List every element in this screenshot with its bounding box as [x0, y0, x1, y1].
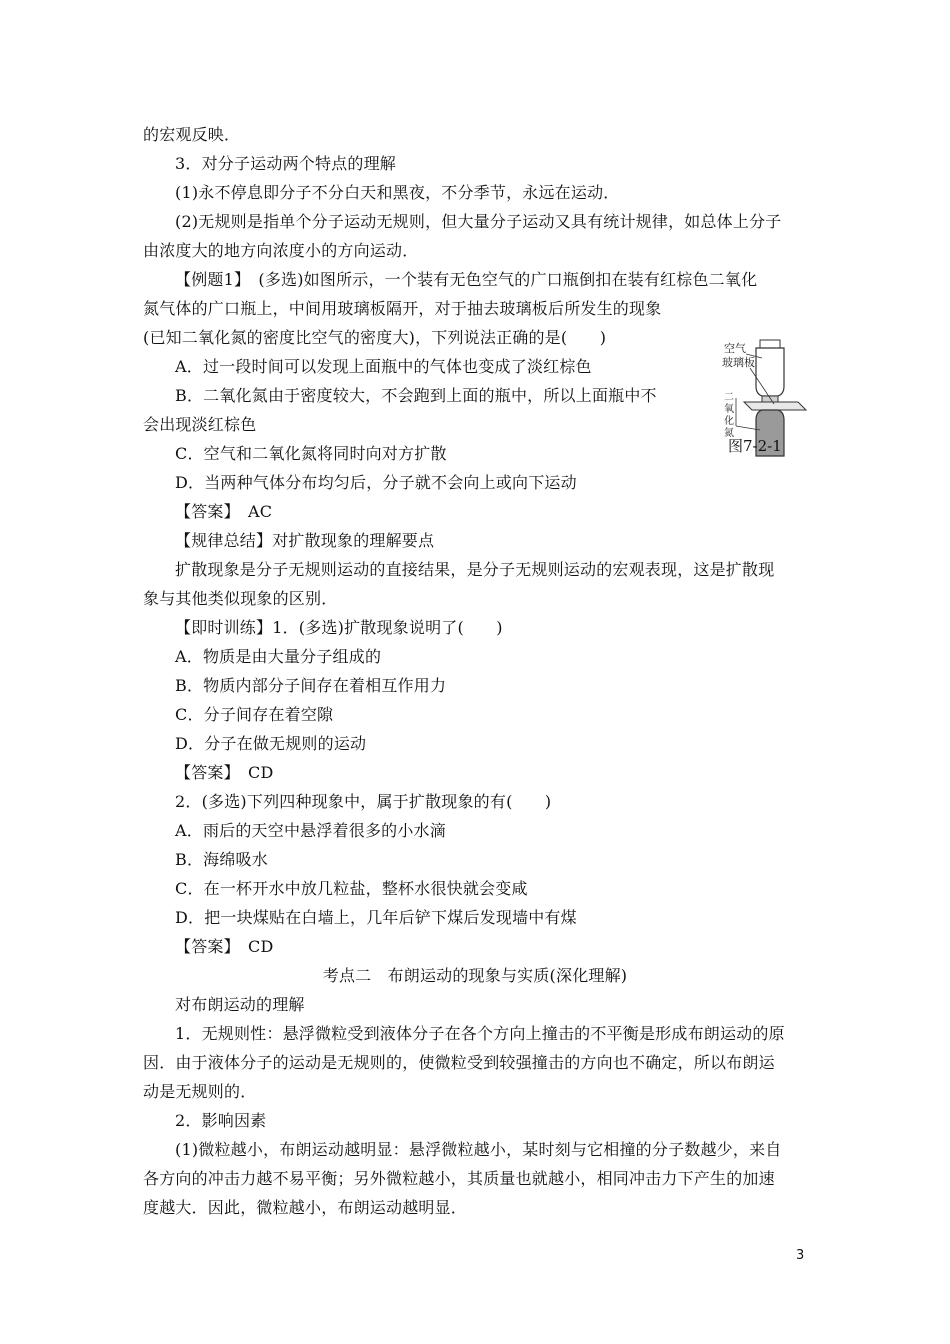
- text-line: 象与其他类似现象的区别．: [143, 589, 338, 608]
- text-line: (1)永不停息即分子不分白天和黑夜，不分季节，永远在运动．: [175, 183, 620, 202]
- text-line: (已知二氧化氮的密度比空气的密度大)，下列说法正确的是( ): [143, 328, 607, 347]
- option-a: A．物质是由大量分子组成的: [175, 647, 382, 666]
- question-line: 2．(多选)下列四种现象中，属于扩散现象的有( ): [175, 792, 552, 811]
- option-c: C．空气和二氧化氮将同时向对方扩散: [175, 444, 447, 463]
- option-b: B．物质内部分子间存在着相互作用力: [175, 676, 447, 695]
- lower-bottle-mouth: [762, 396, 778, 402]
- option-b: B．海绵吸水: [175, 850, 268, 869]
- upper-bottle: [756, 348, 784, 396]
- option-d: D．当两种气体分布均匀后，分子就不会向上或向下运动: [175, 473, 577, 492]
- label-air: 空气: [724, 342, 746, 355]
- text-line: 因．由于液体分子的运动是无规则的，使微粒受到较强撞击的方向也不确定，所以布朗运: [143, 1053, 775, 1072]
- text-line: 动是无规则的．: [143, 1082, 257, 1101]
- label-glass: 玻璃板: [722, 356, 755, 369]
- option-c: C．在一杯开水中放几粒盐，整杯水很快就会变咸: [175, 879, 528, 898]
- glass-plate: [744, 402, 806, 410]
- text-line: 1．无规则性：悬浮微粒受到液体分子在各个方向上撞击的不平衡是形成布朗运动的原: [175, 1024, 785, 1043]
- option-d: D．把一块煤贴在白墙上，几年后铲下煤后发现墙中有煤: [175, 908, 577, 927]
- text-line: 扩散现象是分子无规则运动的直接结果，是分子无规则运动的宏观表现，这是扩散现: [175, 560, 775, 579]
- option-b: B．二氧化氮由于密度较大，不会跑到上面的瓶中，所以上面瓶中不: [175, 386, 657, 405]
- figure-caption: 图7-2-1: [728, 437, 782, 455]
- example-heading: 【例题1】 (多选)如图所示，一个装有无色空气的广口瓶倒扣在装有红棕色二氧化: [175, 270, 758, 289]
- text-line: 对布朗运动的理解: [175, 995, 305, 1014]
- upper-bottle-neck: [760, 340, 780, 348]
- text-line: 会出现淡红棕色: [143, 415, 257, 434]
- text-line: 3．对分子运动两个特点的理解: [175, 154, 396, 173]
- label-no2-char: 二: [724, 392, 734, 403]
- answer-line: 【答案】 AC: [175, 502, 273, 521]
- label-no2-char: 氧: [724, 404, 734, 415]
- text-line: (1)微粒越小，布朗运动越明显：悬浮微粒越小，某时刻与它相撞的分子数越少，来自: [175, 1140, 782, 1159]
- label-no2-char: 氮: [724, 428, 734, 439]
- text-line: 的宏观反映．: [143, 125, 241, 144]
- label-no2-char: 化: [724, 416, 734, 427]
- text-line: 各方向的冲击力越不易平衡；另外微粒越小，其质量也就越小，相同冲击力下产生的加速: [143, 1169, 775, 1188]
- text-line: 氮气体的广口瓶上，中间用玻璃板隔开，对于抽去玻璃板后所发生的现象: [143, 299, 662, 318]
- page-number: 3: [796, 1248, 805, 1263]
- answer-line: 【答案】 CD: [175, 937, 274, 956]
- answer-line: 【答案】 CD: [175, 763, 274, 782]
- text-line: 由浓度大的地方向浓度小的方向运动．: [143, 241, 419, 260]
- text-line: 度越大．因此，微粒越小，布朗运动越明显．: [143, 1198, 468, 1217]
- option-a: A．过一段时间可以发现上面瓶中的气体也变成了淡红棕色: [175, 357, 592, 376]
- summary-heading: 【规律总结】对扩散现象的理解要点: [175, 531, 435, 550]
- section-heading: 考点二 布朗运动的现象与实质(深化理解): [322, 966, 628, 985]
- exercise-heading: 【即时训练】1．(多选)扩散现象说明了( ): [175, 618, 503, 637]
- text-line: 2．影响因素: [175, 1111, 267, 1130]
- text-line: (2)无规则是指单个分子运动无规则，但大量分子运动又具有统计规律，如总体上分子: [175, 212, 782, 231]
- option-a: A．雨后的天空中悬浮着很多的小水滴: [175, 821, 446, 840]
- option-d: D．分子在做无规则的运动: [175, 734, 367, 753]
- option-c: C．分子间存在着空隙: [175, 705, 334, 724]
